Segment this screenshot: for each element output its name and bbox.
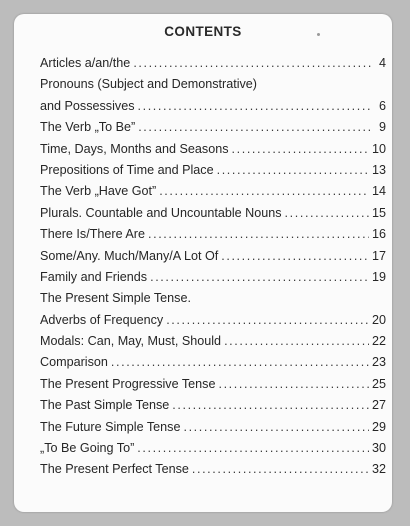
dot-leader xyxy=(138,99,373,113)
toc-entry-title: The Verb „Have Got” xyxy=(40,184,157,199)
table-of-contents xyxy=(40,56,386,484)
toc-entry xyxy=(40,206,386,227)
toc-entry xyxy=(40,313,386,334)
toc-entry-title: Family and Friends xyxy=(40,269,148,284)
toc-entry-page-number: 19 xyxy=(371,269,386,284)
dot-leader xyxy=(137,441,369,455)
toc-entry-page-number: 29 xyxy=(371,419,386,434)
toc-entry xyxy=(40,355,386,376)
toc-entry-title: Some/Any. Much/Many/A Lot Of xyxy=(40,248,219,263)
dot-leader xyxy=(224,334,369,348)
toc-entry-title: Time, Days, Months and Seasons xyxy=(40,141,229,156)
dot-leader xyxy=(232,142,369,156)
page-title: CONTENTS xyxy=(164,24,242,39)
toc-entry-title: The Past Simple Tense xyxy=(40,398,170,413)
toc-entry-title: Prepositions of Time and Place xyxy=(40,162,214,177)
toc-entry xyxy=(40,441,386,462)
toc-entry-title: Adverbs of Frequency xyxy=(40,312,164,327)
toc-entry-page-number: 4 xyxy=(378,56,386,70)
toc-entry xyxy=(40,420,386,441)
toc-entry-page-number: 6 xyxy=(378,98,386,113)
toc-entry xyxy=(40,163,386,184)
toc-entry xyxy=(40,184,386,205)
dot-leader xyxy=(218,377,369,391)
toc-entry-page-number: 10 xyxy=(371,141,386,156)
toc-entry-page-number: 30 xyxy=(371,441,386,456)
toc-entry-title: Modals: Can, May, Must, Should xyxy=(40,334,222,349)
toc-entry xyxy=(40,270,386,291)
toc-entry-title: „To Be Going To” xyxy=(40,441,135,456)
dot-leader xyxy=(172,398,369,412)
toc-entry-title: Plurals. Countable and Uncountable Nouns xyxy=(40,205,282,220)
toc-entry-title: The Future Simple Tense xyxy=(40,419,181,434)
toc-entry xyxy=(40,56,386,77)
contents-page xyxy=(14,14,392,512)
toc-entry-page-number: 32 xyxy=(371,462,386,477)
toc-entry-page-number: 9 xyxy=(378,120,386,135)
toc-entry-page-number: 17 xyxy=(371,248,386,263)
dot-leader xyxy=(159,184,369,198)
toc-entry-page-number: 27 xyxy=(371,398,386,413)
toc-entry xyxy=(40,77,386,98)
dot-leader xyxy=(217,163,369,177)
toc-entry xyxy=(40,142,386,163)
toc-entry-page-number: 23 xyxy=(371,355,386,370)
toc-entry-title: Pronouns (Subject and Demonstrative) xyxy=(40,77,258,92)
toc-entry xyxy=(40,99,386,120)
dot-leader xyxy=(221,249,369,263)
toc-entry xyxy=(40,398,386,419)
toc-entry-title: Articles a/an/the xyxy=(40,56,131,70)
dot-leader xyxy=(138,120,373,134)
dot-leader xyxy=(111,355,369,369)
toc-entry xyxy=(40,377,386,398)
toc-entry-title: The Verb „To Be” xyxy=(40,120,136,135)
toc-entry-title: The Present Perfect Tense xyxy=(40,462,189,477)
dot-leader xyxy=(192,462,369,476)
toc-entry xyxy=(40,462,386,483)
toc-entry-title: There Is/There Are xyxy=(40,227,145,242)
dot-leader xyxy=(148,227,369,241)
dot-leader xyxy=(133,56,373,70)
toc-entry-title: Comparison xyxy=(40,355,108,370)
toc-entry xyxy=(40,249,386,270)
toc-entry-page-number: 20 xyxy=(371,312,386,327)
toc-entry-title: The Present Simple Tense. xyxy=(40,291,191,306)
toc-entry-title: The Present Progressive Tense xyxy=(40,376,216,391)
toc-entry xyxy=(40,334,386,355)
toc-entry-page-number: 13 xyxy=(371,162,386,177)
toc-entry xyxy=(40,291,386,312)
toc-entry-page-number: 14 xyxy=(371,184,386,199)
dot-leader xyxy=(285,206,369,220)
toc-entry-page-number: 25 xyxy=(371,376,386,391)
toc-entry xyxy=(40,120,386,141)
dot-leader xyxy=(166,313,369,327)
toc-entry-page-number: 22 xyxy=(371,334,386,349)
toc-entry-page-number: 16 xyxy=(371,227,386,242)
dot-leader xyxy=(183,420,369,434)
toc-entry-title: and Possessives xyxy=(40,98,135,113)
dot-leader xyxy=(150,270,369,284)
toc-entry-page-number: 15 xyxy=(371,205,386,220)
toc-entry xyxy=(40,227,386,248)
paper-speck xyxy=(317,33,320,36)
